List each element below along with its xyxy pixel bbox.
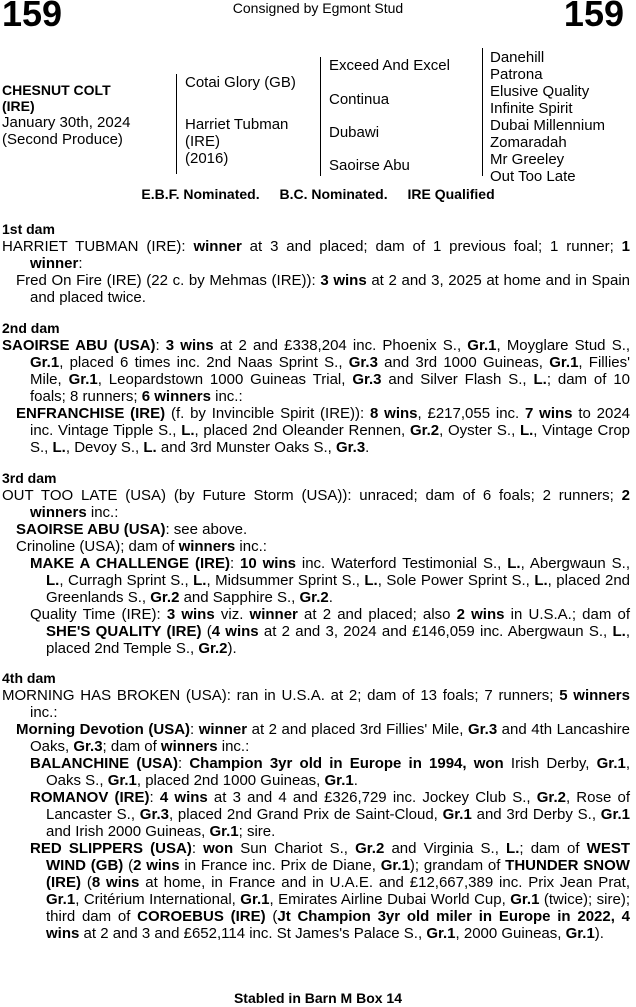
pedigree-sire-dam: Continua bbox=[329, 91, 390, 108]
fourth-dam-entry: MORNING HAS BROKEN (USA): ran in U.S.A. at 2; dam of 13 foals; 7 runners; 5 winners inc.: bbox=[2, 687, 630, 721]
pedigree-dam: Harriet Tubman (IRE) (2016) bbox=[185, 116, 289, 167]
ebf-nomination: E.B.F. Nominated. bbox=[141, 186, 260, 202]
produce-red-slippers: RED SLIPPERS (USA): won Sun Chariot S., Gr.2 and Virginia S., L.; dam of WEST WIND (GB) (2 wins in France inc. Prix de Diane, Gr.1); grandam of THUNDER SNOW (IRE) (8 wins at home, in France and in U.A.E. and £12,667,389 inc. Prix Jean Prat, Gr.1, Critérium International, Gr.1, Emirates Airline Dubai World Cup, Gr.1 (twice); sire); third dam of COROEBUS (IRE) (Jt Champion 3yr old miler in Europe in 2022, 4 wins at 2 and 3 and £652,114 inc. St James's Palace S., Gr.1, 2000 Guineas, Gr.1). bbox=[30, 840, 631, 942]
produce-saoirse-abu: SAOIRSE ABU (USA): see above. bbox=[16, 521, 248, 538]
third-dam-entry: OUT TOO LATE (USA) (by Future Storm (USA)): unraced; dam of 6 foals; 2 runners; 2 winners inc.: bbox=[2, 487, 630, 521]
pedigree-rule-3 bbox=[482, 48, 483, 176]
pedigree-gen3: Danehill Patrona Elusive Quality Infinite Spirit Dubai Millennium Zomaradah Mr Greeley Out Too Late bbox=[490, 49, 606, 185]
produce-romanov: ROMANOV (IRE): 4 wins at 3 and 4 and £326,729 inc. Jockey Club S., Gr.2, Rose of Lancaster S., Gr.3, placed 2nd Grand Prix de Saint-Cloud, Gr.1 and 3rd Derby S., Gr.1 and Irish 2000 Guineas, Gr.1; sire. bbox=[30, 789, 631, 840]
second-dam-heading: 2nd dam bbox=[2, 320, 60, 336]
pedigree-rule-1 bbox=[176, 74, 177, 174]
horse-name-line-1: CHESNUT COLT bbox=[2, 82, 111, 98]
lot-number-left: 159 bbox=[2, 0, 63, 34]
third-dam-heading: 3rd dam bbox=[2, 470, 57, 486]
produce-crinoline: Crinoline (USA); dam of winners inc.: bbox=[16, 538, 267, 555]
second-dam-section bbox=[2, 320, 630, 456]
horse-info bbox=[2, 82, 172, 148]
fourth-dam-section bbox=[2, 670, 630, 942]
fourth-dam-heading: 4th dam bbox=[2, 670, 56, 686]
third-dam-section bbox=[2, 470, 630, 657]
foaling-date: January 30th, 2024 bbox=[2, 114, 131, 131]
produce-make-a-challenge: MAKE A CHALLENGE (IRE): 10 wins inc. Waterford Testimonial S., L., Abergwaun S., L., Curragh Sprint S., L., Midsummer Sprint S., L., Sole Power Sprint S., L., placed 2nd Greenlands S., Gr.2 and Sapphire S., Gr.2. bbox=[30, 555, 631, 606]
pedigree-sire-sire: Exceed And Excel bbox=[329, 57, 450, 74]
consignor: Consigned by Egmont Stud bbox=[232, 0, 404, 16]
produce-enfranchise: ENFRANCHISE (IRE) (f. by Invincible Spirit (IRE)): 8 wins, £217,055 inc. 7 wins to 2024 inc. Vintage Tipple S., L., placed 2nd Oleander Rennen, Gr.2, Oyster S., L., Vintage Crop S., L., Devoy S., L. and 3rd Munster Oaks S., Gr.3. bbox=[16, 405, 631, 456]
second-dam-entry: SAOIRSE ABU (USA): 3 wins at 2 and £338,204 inc. Phoenix S., Gr.1, Moyglare Stud S., Gr.1, placed 6 times inc. 2nd Naas Sprint S., Gr.3 and 3rd 1000 Guineas, Gr.1, Fillies' Mile, Gr.1, Leopardstown 1000 Guineas Trial, Gr.3 and Silver Flash S., L.; dam of 10 foals; 8 runners; 6 winners inc.: bbox=[2, 337, 631, 405]
pedigree-sire: Cotai Glory (GB) bbox=[185, 74, 296, 91]
horse-name-line-2: (IRE) bbox=[2, 98, 35, 114]
lot-number-right: 159 bbox=[563, 0, 624, 34]
pedigree-rule-2 bbox=[320, 57, 321, 176]
produce-balanchine: BALANCHINE (USA): Champion 3yr old in Europe in 1994, won Irish Derby, Gr.1, Oaks S., Gr.1, placed 2nd 1000 Guineas, Gr.1. bbox=[30, 755, 630, 789]
produce-morning-devotion: Morning Devotion (USA): winner at 2 and placed 3rd Fillies' Mile, Gr.3 and 4th Lancashire Oaks, Gr.3; dam of winners inc.: bbox=[16, 721, 631, 755]
produce-quality-time: Quality Time (IRE): 3 wins viz. winner at 2 and placed; also 2 wins in U.S.A.; dam of SHE'S QUALITY (IRE) (4 wins at 2 and 3, 2024 and £146,059 inc. Abergwaun S., L., placed 2nd Temple S., Gr.2). bbox=[30, 606, 631, 657]
produce-fred-on-fire: Fred On Fire (IRE) (22 c. by Mehmas (IRE)): 3 wins at 2 and 3, 2025 at home and in Spain and placed twice. bbox=[16, 272, 630, 306]
ire-qualified: IRE Qualified bbox=[407, 186, 495, 202]
first-dam-entry: HARRIET TUBMAN (IRE): winner at 3 and placed; dam of 1 previous foal; 1 runner; 1 winner: bbox=[2, 238, 630, 272]
first-dam-section bbox=[2, 221, 630, 306]
stabling-info: Stabled in Barn M Box 14 bbox=[233, 990, 403, 1006]
first-dam-heading: 1st dam bbox=[2, 221, 55, 237]
nominations bbox=[0, 186, 636, 203]
bc-nomination: B.C. Nominated. bbox=[279, 186, 388, 202]
produce-note: (Second Produce) bbox=[2, 131, 123, 148]
pedigree-dam-sire: Dubawi bbox=[329, 124, 380, 141]
pedigree-dam-dam: Saoirse Abu bbox=[329, 157, 410, 174]
